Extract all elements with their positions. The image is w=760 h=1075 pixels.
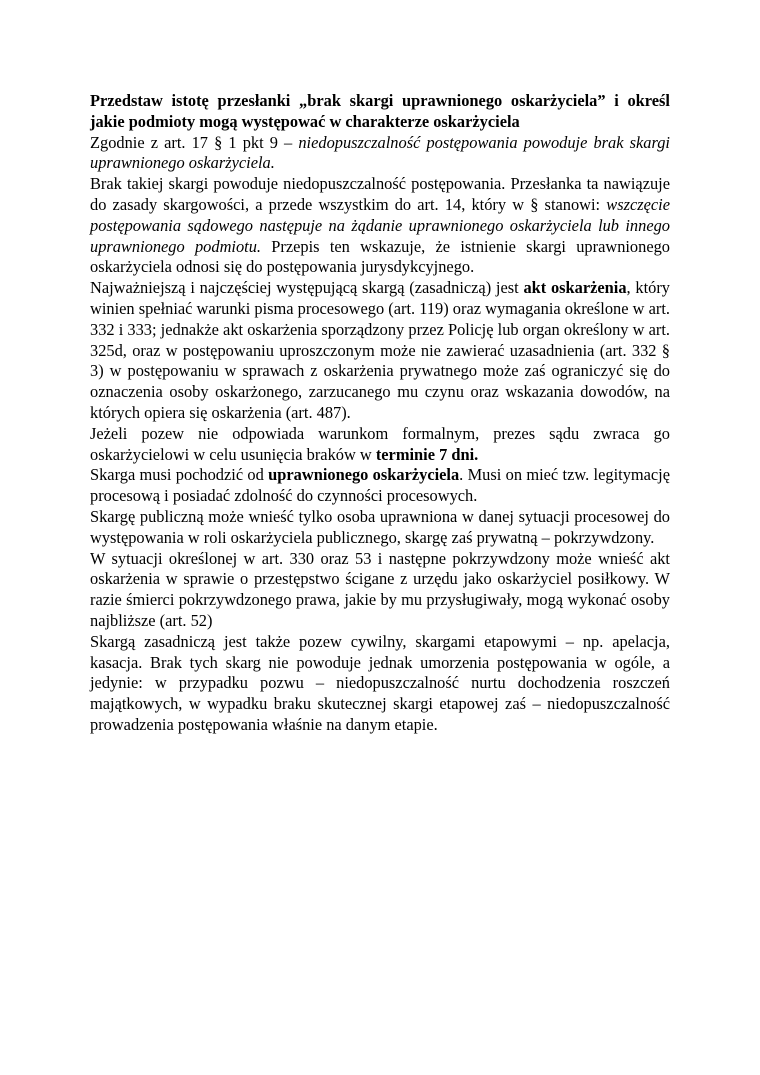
document-page — [90, 91, 670, 736]
italic-quote: niedopuszczalność postępowania powoduje brak skargi uprawnionego oskarżyciela. — [90, 132, 670, 173]
paragraph-skarga-publiczna: Skargę publiczną może wnieść tylko osoba uprawniona w danej sytuacji procesowej do występowania w roli oskarżyciela publicznego, skargę zaś prywatną – pokrzywdzony. — [90, 506, 670, 547]
paragraph-text: Jeżeli pozew nie odpowiada warunkom formalnym, prezes sądu zwraca go oskarżycielowi w celu usunięcia braków w — [90, 423, 670, 464]
paragraph-pozew — [90, 424, 670, 466]
paragraph-text: Zgodnie z art. 17 § 1 pkt 9 – — [90, 132, 299, 152]
paragraph-akt-oskarzenia — [90, 278, 670, 424]
italic-quote: wszczęcie postępowania sądowego następuje na żądanie uprawnionego oskarżyciela lub innego uprawnionego podmiotu. — [90, 194, 670, 256]
bold-term: terminie 7 dni. — [375, 444, 479, 464]
paragraph-text: . Musi on mieć tzw. legitymację procesową i posiadać zdolność do czynności procesowych. — [90, 465, 671, 506]
paragraph-text: Brak takiej skargi powoduje niedopuszczalność postępowania. Przesłanka ta nawiązuje do zasady skargowości, a przede wszystkim do art. 14, który w § stanowi: — [90, 174, 670, 214]
paragraph-text: Przepis ten wskazuje, że istnienie skargi uprawnionego oskarżyciela odnosi się do postępowania jurysdykcyjnego. — [90, 236, 670, 277]
paragraph-art-17 — [90, 133, 670, 175]
question-heading: Przedstaw istotę przesłanki „brak skargi uprawnionego oskarżyciela” i określ jakie podmioty mogą występować w charakterze oskarżyciela — [90, 91, 670, 131]
paragraph-skargi-etapowe: Skargą zasadniczą jest także pozew cywilny, skargami etapowymi – np. apelacja, kasacja. Brak tych skarg nie powoduje jednak umorzenia postępowania w ogóle, a jedynie: w przypadku pozwu – niedopuszczalność nurtu dochodzenia roszczeń majątkowych, w wypadku braku skutecznej skargi etapowej zaś – niedopuszczalność prowadzenia postępowania właśnie na danym etapie. — [90, 631, 670, 734]
paragraph-text: Skarga musi pochodzić od — [90, 465, 269, 485]
paragraph-art-14 — [90, 174, 670, 278]
paragraph-uprawniony-oskarzyciel — [90, 465, 670, 507]
paragraph-oskarzyciel-posilkowy: W sytuacji określonej w art. 330 oraz 53 i następne pokrzywdzony może wnieść akt oskarżenia w sprawie o przestępstwo ścigane z urzędu jako oskarżyciel posiłkowy. W razie śmierci pokrzywdzonego prawa, jakie by mu przysługiwały, mogą wykonać osoby najbliższe (art. 52) — [90, 548, 670, 630]
bold-term: akt oskarżenia — [523, 278, 627, 298]
paragraph-text: Najważniejszą i najczęściej występującą skargą (zasadniczą) jest — [90, 278, 524, 298]
paragraph-text: , który winien spełniać warunki pisma procesowego (art. 119) oraz wymagania określone w art. 332 i 333; jednakże akt oskarżenia sporządzony przez Policję lub organ określony w art. 325d, oraz w postępowaniu uproszczonym może nie zawierać uzasadnienia (art. 332 § 3) w postępowaniu w sprawach z oskarżenia prywatnego może zaś ograniczyć się do oznaczenia osoby oskarżonego, zarzucanego mu czynu oraz wskazania dowodów, na których opiera się oskarżenia (art. 487). — [90, 278, 670, 422]
bold-term: uprawnionego oskarżyciela — [268, 465, 460, 485]
